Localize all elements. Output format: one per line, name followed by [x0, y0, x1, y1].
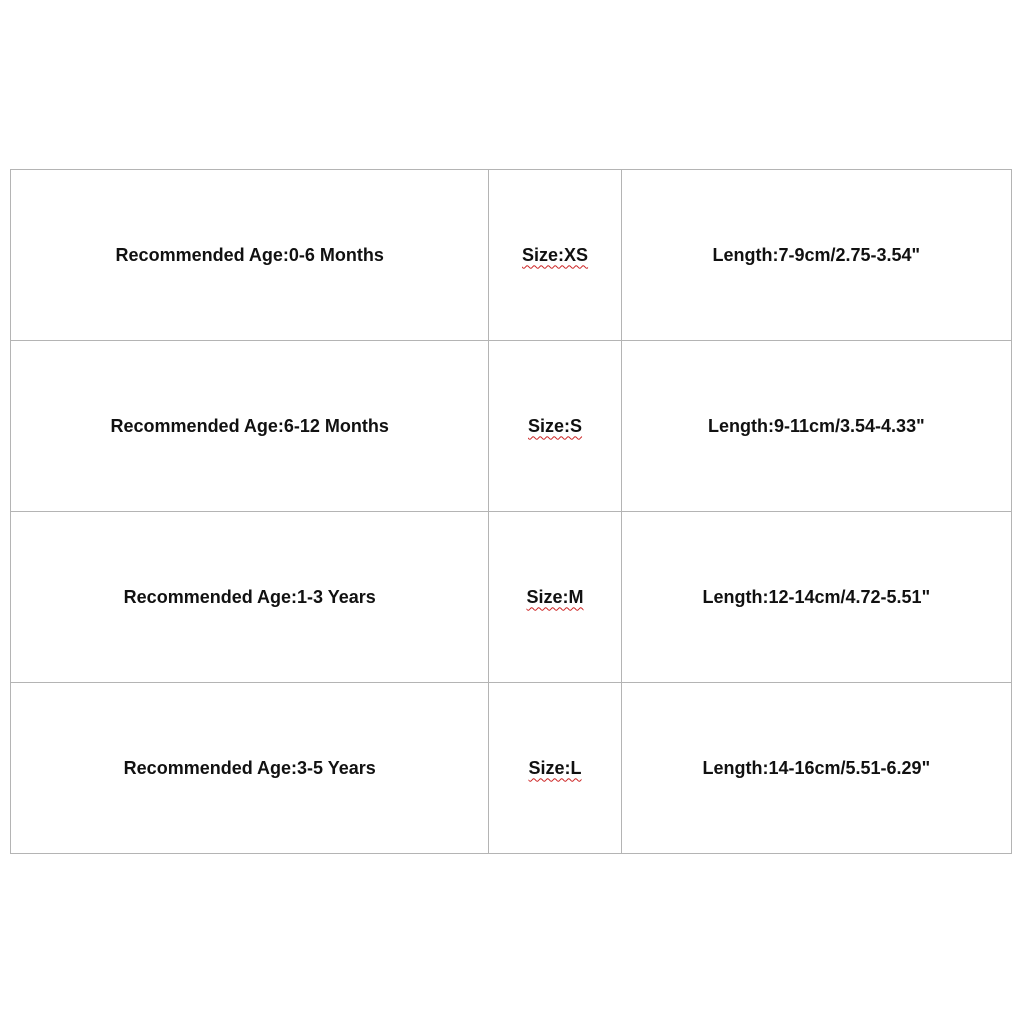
size-cell	[489, 341, 621, 512]
size-text: Size:S	[528, 415, 583, 436]
length-cell	[621, 341, 1011, 512]
age-cell	[11, 170, 489, 341]
size-cell	[489, 683, 621, 854]
size-cell	[489, 512, 621, 683]
size-chart-table	[10, 169, 1012, 854]
length-cell	[621, 683, 1011, 854]
age-cell	[11, 512, 489, 683]
age-text: Recommended Age:1-3 Years	[123, 586, 376, 607]
age-cell	[11, 683, 489, 854]
table-row	[11, 512, 1012, 683]
age-text: Recommended Age:0-6 Months	[115, 244, 384, 265]
size-text: Size:M	[526, 586, 584, 607]
table-row	[11, 170, 1012, 341]
length-cell	[621, 170, 1011, 341]
table-row	[11, 683, 1012, 854]
age-text: Recommended Age:3-5 Years	[123, 757, 376, 778]
length-text: Length:12-14cm/4.72-5.51"	[702, 586, 931, 607]
age-cell	[11, 341, 489, 512]
length-cell	[621, 512, 1011, 683]
size-text: Size:L	[528, 757, 582, 778]
age-text: Recommended Age:6-12 Months	[110, 415, 389, 436]
length-text: Length:14-16cm/5.51-6.29"	[702, 757, 931, 778]
table-row	[11, 341, 1012, 512]
length-text: Length:7-9cm/2.75-3.54"	[712, 244, 921, 265]
size-cell	[489, 170, 621, 341]
length-text: Length:9-11cm/3.54-4.33"	[707, 415, 925, 436]
size-text: Size:XS	[522, 244, 589, 265]
